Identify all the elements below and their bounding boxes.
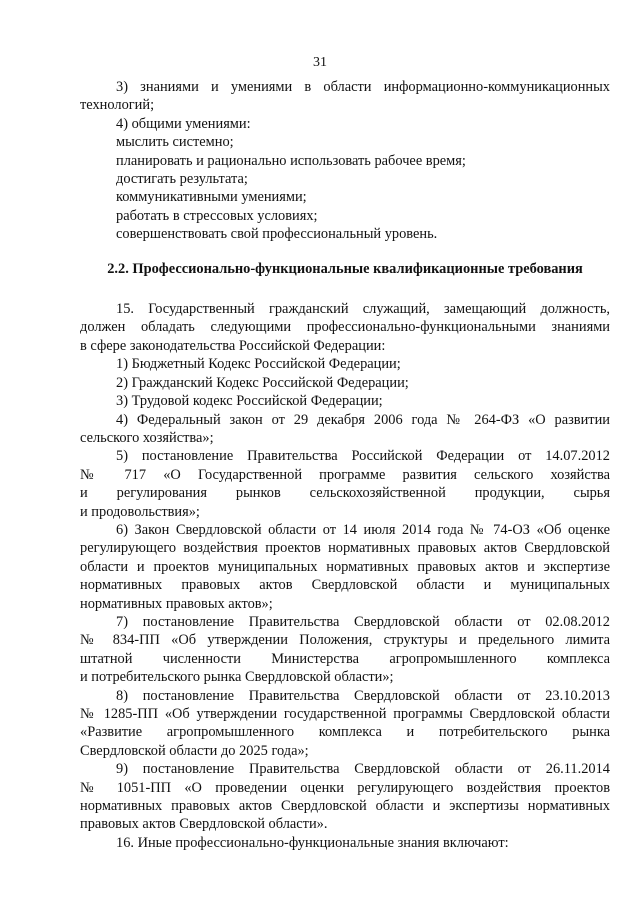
list-item: 6) Закон Свердловской области от 14 июля 2014 года № 74-ОЗ «Об оценке xyxy=(116,521,610,538)
page-number: 31 xyxy=(313,55,327,70)
list-item-continued: нормативных правовых актов»; xyxy=(80,595,273,612)
list-item-continued: № 717 «О Государственной программе развития сельского хозяйства xyxy=(80,466,610,483)
list-item: 5) постановление Правительства Российской Федерации от 14.07.2012 xyxy=(116,448,610,465)
text-line: работать в стрессовых условиях; xyxy=(116,207,318,224)
text-line: должен обладать следующими профессионально-функциональными знаниями xyxy=(80,319,610,336)
list-item-continued: Свердловской области до 2025 года»; xyxy=(80,742,309,759)
list-item: 1) Бюджетный Кодекс Российской Федерации; xyxy=(116,356,401,373)
list-item-continued: № 834-ПП «Об утверждении Положения, структуры и предельного лимита xyxy=(80,632,610,649)
text-line: 4) общими умениями: xyxy=(116,115,251,132)
list-item: 2) Гражданский Кодекс Российской Федерации; xyxy=(116,374,409,391)
text-line: 15. Государственный гражданский служащий, замещающий должность, xyxy=(116,301,610,318)
text-line: мыслить системно; xyxy=(116,134,234,151)
list-item-continued: и регулирования рынков сельскохозяйственной продукции, сырья xyxy=(80,485,610,502)
list-item: 4) Федеральный закон от 29 декабря 2006 года № 264-ФЗ «О развитии xyxy=(116,411,610,428)
text-line: совершенствовать свой профессиональный уровень. xyxy=(116,226,438,243)
section-heading: 2.2. Профессионально-функциональные квалификационные требования xyxy=(107,260,583,277)
list-item-continued: нормативных правовых актов Свердловской области и муниципальных xyxy=(80,577,610,594)
document-body xyxy=(80,78,610,852)
text-line: в сфере законодательства Российской Федерации: xyxy=(80,337,386,354)
list-item-continued: сельского хозяйства»; xyxy=(80,429,214,446)
list-item: 8) постановление Правительства Свердловской области от 23.10.2013 xyxy=(116,687,610,704)
list-item-continued: «Развитие агропромышленного комплекса и потребительского рынка xyxy=(80,724,610,741)
list-item: 3) Трудовой кодекс Российской Федерации; xyxy=(116,393,383,410)
list-item-continued: и продовольствия»; xyxy=(80,503,200,520)
paragraph: 16. Иные профессионально-функциональные знания включают: xyxy=(116,834,509,851)
text-line: технологий; xyxy=(80,97,155,114)
list-item-continued: регулирующего воздействия проектов нормативных правовых актов Свердловской xyxy=(80,540,610,557)
text-line: 3) знаниями и умениями в области информационно-коммуникационных xyxy=(116,79,610,95)
list-item-continued: штатной численности Министерства агропромышленного комплекса xyxy=(80,650,610,667)
list-item: 9) постановление Правительства Свердловской области от 26.11.2014 xyxy=(116,761,610,778)
text-line: планировать и рационально использовать рабочее время; xyxy=(116,152,466,169)
list-item-continued: № 1051-ПП «О проведении оценки регулирующего воздействия проектов xyxy=(80,779,610,796)
text-line: достигать результата; xyxy=(116,171,248,188)
text-line: коммуникативными умениями; xyxy=(116,189,307,206)
list-item-continued: области и проектов муниципальных нормативных правовых актов и экспертизе xyxy=(80,558,610,575)
list-item-continued: правовых актов Свердловской области». xyxy=(80,816,328,833)
list-item-continued: и потребительского рынка Свердловской области»; xyxy=(80,669,394,686)
list-item-continued: нормативных правовых актов Свердловской области и экспертизы нормативных xyxy=(80,798,610,815)
list-item: 7) постановление Правительства Свердловской области от 02.08.2012 xyxy=(116,613,610,630)
list-item-continued: № 1285-ПП «Об утверждении государственной программы Свердловской области xyxy=(80,706,610,722)
